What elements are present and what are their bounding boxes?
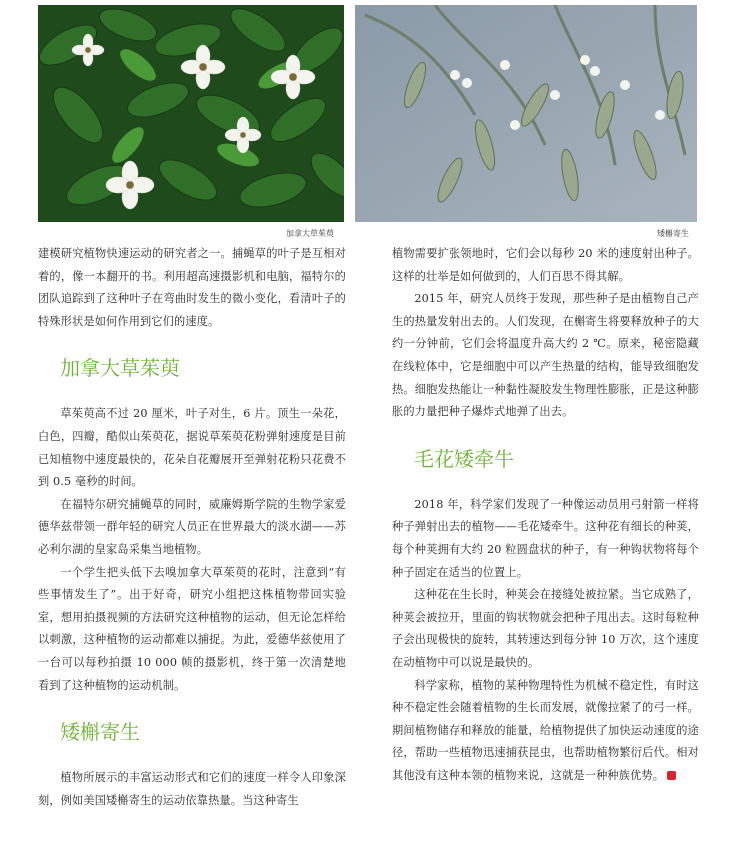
end-mark-icon bbox=[667, 771, 676, 780]
paragraph: 2018 年，科学家们发现了一种像运动员用弓射箭一样将种子弹射出去的植物——毛花矮牵牛。这种花有细长的种荚，每个种荚拥有大约 20 粒圆盘状的种子，有一种钩状物将每个种子固定在适当的位置上。 bbox=[392, 497, 699, 579]
left-column bbox=[38, 243, 346, 812]
right-column bbox=[392, 243, 699, 787]
photo-bunchberry bbox=[38, 5, 344, 222]
photo-mistletoe bbox=[355, 5, 697, 222]
paragraph: 建模研究植物快速运动的研究者之一。捕蝇草的叶子是互相对着的，像一本翻开的书。利用超高速摄影机和电脑，福特尔的团队追踪到了这种叶子在弯曲时发生的微小变化，看清叶子的特殊形状是如何作用到它们的速度。 bbox=[38, 247, 346, 328]
mistletoe-illustration bbox=[355, 5, 697, 222]
paragraph: 这种花在生长时，种荚会在接缝处被拉紧。当它成熟了，种荚会被拉开，里面的钩状物就会把种子甩出去。这时每粒种子会出现极快的旋转，其转速达到每分钟 10 万次，这个速度在动植物中可以说是最快的。 bbox=[392, 588, 699, 669]
paragraph-final bbox=[392, 675, 699, 788]
section-heading-petunia: 毛花矮牵牛 bbox=[414, 446, 514, 471]
bunchberry-illustration bbox=[38, 5, 344, 222]
paragraph-final-text: 科学家称，植物的某种物理特性为机械不稳定性，有时这种不稳定性会随着植物的生长而发展，就像拉紧了的弓一样。期间植物储存和释放的能量，给植物提供了加快运动速度的途径，帮助一些植物迅速捕获昆虫，也帮助植物繁衍后代。相对其他没有这种本领的植物来说，这就是一种种族优势。 bbox=[392, 678, 699, 782]
paragraph: 一个学生把头低下去嗅加拿大草茱萸的花时，注意到“有些事情发生了”。出于好奇，研究小组把这株植物带回实验室，想用拍摄视频的方法研究这种植物的运动，但无论怎样给以刺激，这种植物的运动都难以捕捉。为此，爱德华兹使用了一台可以每秒拍摄 10 000 帧的摄影机，终于第一次清楚地看到了这种植物的运动机制。 bbox=[38, 565, 346, 692]
section-heading-bunchberry: 加拿大草茱萸 bbox=[60, 356, 180, 381]
paragraph: 植物需要扩张领地时，它们会以每秒 20 米的速度射出种子。这样的壮举是如何做到的，人们百思不得其解。 bbox=[392, 247, 699, 283]
paragraph: 2015 年，研究人员终于发现，那些种子是由植物自己产生的热量发射出去的。人们发现，在槲寄生将要释放种子的大约一分钟前，它们会将温度升高大约 2 ℃。原来，秘密隐藏在线粒体中，它是细胞中可以产生热量的结构，能导致细胞发热。细胞发热能让一种黏性凝胶发生物理性膨胀，正是这种膨胀的力量把种子爆炸式地弹了出去。 bbox=[392, 292, 699, 419]
caption-bunchberry: 加拿大草茱萸 bbox=[286, 229, 334, 238]
caption-mistletoe: 矮槲寄生 bbox=[657, 229, 689, 238]
paragraph: 在福特尔研究捕蝇草的同时，威廉姆斯学院的生物学家爱德华兹带领一群年轻的研究人员正在世界最大的淡水湖——苏必利尔湖的皇家岛采集当地植物。 bbox=[38, 497, 346, 556]
section-heading-mistletoe: 矮槲寄生 bbox=[60, 720, 140, 745]
paragraph: 植物所展示的丰富运动形式和它们的速度一样令人印象深刻，例如美国矮槲寄生的运动依靠热量。当这种寄生 bbox=[38, 771, 346, 807]
paragraph: 草茱萸高不过 20 厘米，叶子对生，6 片。顶生一朵花，白色，四瓣，酷似山茱萸花，据说草茱萸花粉弹射速度是目前已知植物中速度最快的，花朵自花瓣展开至弹射花粉只花费不到 0.5 毫秒的时间。 bbox=[38, 407, 346, 489]
